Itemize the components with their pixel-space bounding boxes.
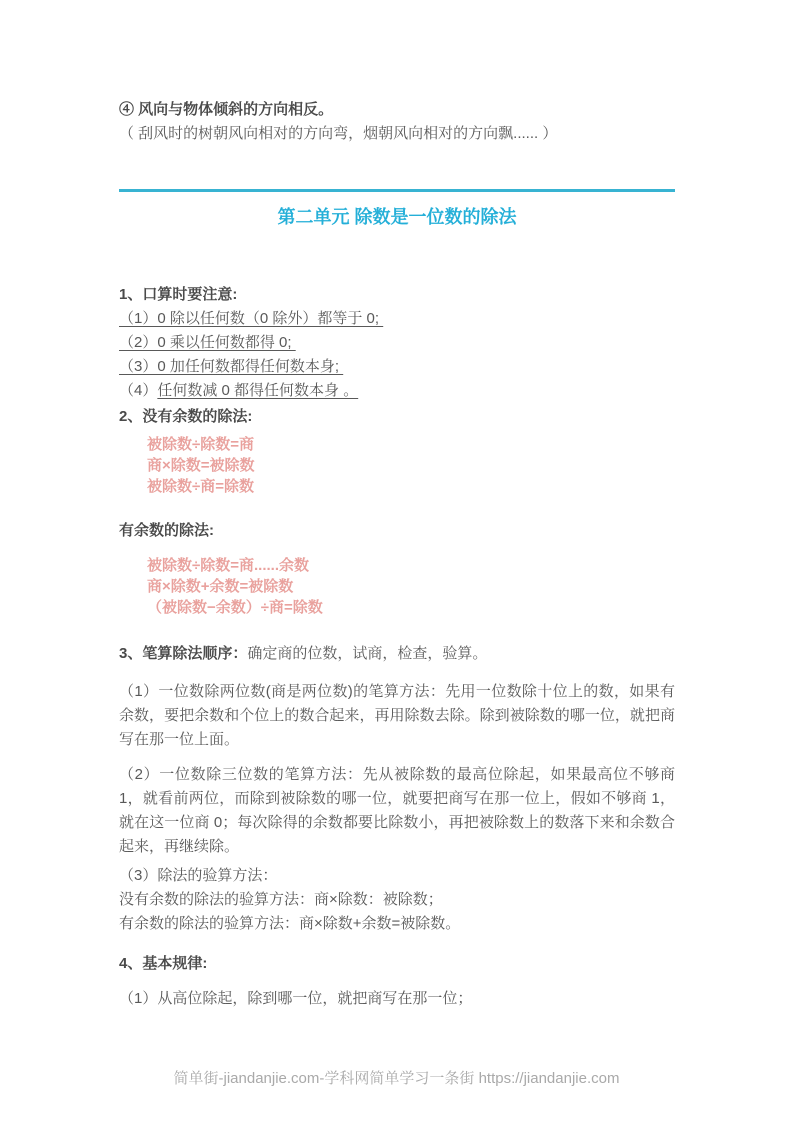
section3-paragraph-1: （1）一位数除两位数(商是两位数)的笔算方法：先用一位数除十位上的数，如果有余数，要把余数和个位上的数合起来，再用除数去除。除到被除数的哪一位，就把商写在那一位上面。 xyxy=(119,683,675,748)
section2-formulas xyxy=(119,434,675,497)
formula: 被除数÷除数=商 xyxy=(147,436,254,453)
unit-title: 第二单元 除数是一位数的除法 xyxy=(277,207,517,227)
section3-paragraph-2: （2）一位数除三位数的笔算方法：先从被除数的最高位除起，如果最高位不够商 1，就看前两位，而除到被除数的哪一位，就要把商写在那一位上，假如不够商 1，就在这一位商 0；每次除得的余数都要比除数小，再把被除数上的数落下来和余数合起来，再继续除。 xyxy=(119,766,675,855)
formula: 被除数÷除数=商......余数 xyxy=(147,557,309,574)
section1-title: 1、口算时要注意: xyxy=(119,286,238,303)
rule-item-1: （1）0 除以任何数（0 除外）都等于 0; xyxy=(119,310,384,327)
section3-paragraph-3 xyxy=(119,864,675,936)
footer-text: 简单街-jiandanjie.com-学科网简单学习一条街 https://jiandanjie.com xyxy=(173,1070,620,1087)
section-divider xyxy=(119,189,675,192)
rule-item-3: （3）0 加任何数都得任何数本身; xyxy=(119,358,344,375)
verify-method-no-remainder: 没有余数的除法的验算方法：商×除数：被除数； xyxy=(119,891,443,908)
formula: 商×除数=被除数 xyxy=(147,457,255,474)
section3-title-rest: 确定商的位数，试商，检查，验算。 xyxy=(247,645,488,662)
section2b-formulas xyxy=(119,555,675,618)
verify-method-heading: （3）除法的验算方法： xyxy=(119,867,278,884)
section3-title xyxy=(119,642,675,666)
section2-title: 2、没有余数的除法: xyxy=(119,408,253,425)
section1-list xyxy=(119,307,675,403)
formula: 被除数÷商=除数 xyxy=(147,478,254,495)
formula: （被除数−余数）÷商=除数 xyxy=(147,599,323,616)
section4-item-1: （1）从高位除起，除到哪一位，就把商写在那一位； xyxy=(119,990,473,1007)
formula: 商×除数+余数=被除数 xyxy=(147,578,294,595)
verify-method-with-remainder: 有余数的除法的验算方法：商×除数+余数=被除数。 xyxy=(119,915,461,932)
section4-title: 4、基本规律: xyxy=(119,955,208,972)
page-content xyxy=(119,98,675,1011)
rule-item-2: （2）0 乘以任何数都得 0; xyxy=(119,334,296,351)
intro-note: （ 刮风时的树朝风向相对的方向弯，烟朝风向相对的方向飘...... ） xyxy=(119,125,558,142)
section3-title-bold: 3、笔算除法顺序： xyxy=(119,645,248,662)
rule-item-4: （4）任何数减 0 都得任何数本身 。 xyxy=(119,382,359,399)
section2b-title: 有余数的除法: xyxy=(119,522,214,539)
intro-heading: ④ 风向与物体倾斜的方向相反。 xyxy=(119,101,334,118)
